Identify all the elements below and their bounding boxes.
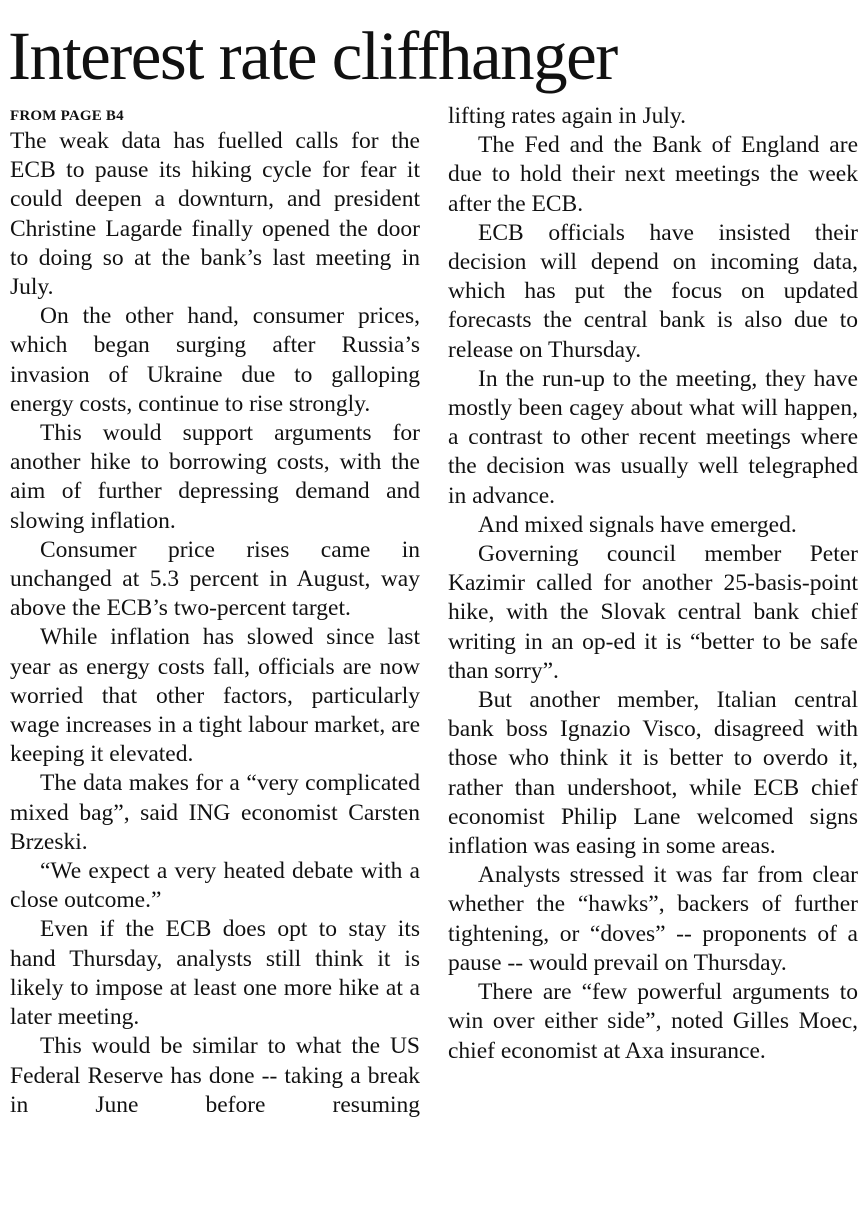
headline: Interest rate cliffhanger: [8, 18, 617, 94]
paragraph: And mixed signals have emerged.: [478, 511, 797, 538]
article-column-right: [448, 102, 858, 1066]
paragraph: The weak data has fuelled calls for the ECB to pause its hiking cycle for fear it could deepen a downturn, and president Christine Lagarde finally opened the door to doing so at the bank’s last meeting in July.: [10, 128, 420, 301]
article-column-left: [10, 105, 420, 1120]
paragraph: There are “few powerful arguments to win over either side”, noted Gilles Moec, chief economist at Axa insurance.: [448, 979, 858, 1064]
paragraph: While inflation has slowed since last year as energy costs fall, officials are now worried that other factors, particularly wage increases in a tight labour market, are keeping it elevated.: [10, 624, 420, 768]
paragraph: The Fed and the Bank of England are due to hold their next meetings the week after the ECB.: [448, 132, 858, 217]
paragraph: Analysts stressed it was far from clear whether the “hawks”, backers of further tightening, or “doves” -- proponents of a pause -- would prevail on Thursday.: [448, 862, 858, 976]
paragraph: lifting rates again in July.: [448, 103, 686, 129]
paragraph: This would support arguments for another hike to borrowing costs, with the aim of further depressing demand and slowing inflation.: [10, 420, 420, 534]
paragraph: But another member, Italian central bank boss Ignazio Visco, disagreed with those who think it is better to overdo it, rather than undershoot, while ECB chief economist Philip Lane welcomed signs inflation was easing in some areas.: [448, 687, 858, 860]
paragraph: Governing council member Peter Kazimir called for another 25-basis-point hike, with the Slovak central bank chief writing in an op-ed it is “better to be safe than sorry”.: [448, 541, 858, 684]
paragraph: In the run-up to the meeting, they have mostly been cagey about what will happen, a contrast to other recent meetings where the decision was usually well telegraphed in advance.: [448, 365, 858, 509]
paragraph: “We expect a very heated debate with a close outcome.”: [10, 858, 420, 914]
paragraph: This would be similar to what the US Federal Reserve has done -- taking a break in June before resuming: [10, 1033, 420, 1118]
paragraph: Even if the ECB does opt to stay its hand Thursday, analysts still think it is likely to impose at least one more hike at a later meeting.: [10, 916, 420, 1031]
paragraph: On the other hand, consumer prices, which began surging after Russia’s invasion of Ukraine due to galloping energy costs, continue to rise strongly.: [10, 303, 420, 417]
paragraph: ECB officials have insisted their decision will depend on incoming data, which has put the focus on updated forecasts the central bank is also due to release on Thursday.: [448, 219, 858, 363]
continuation-kicker: FROM PAGE B4: [10, 108, 124, 124]
paragraph: Consumer price rises came in unchanged at 5.3 percent in August, way above the ECB’s two-percent target.: [10, 536, 420, 622]
paragraph: The data makes for a “very complicated mixed bag”, said ING economist Carsten Brzeski.: [10, 770, 420, 855]
